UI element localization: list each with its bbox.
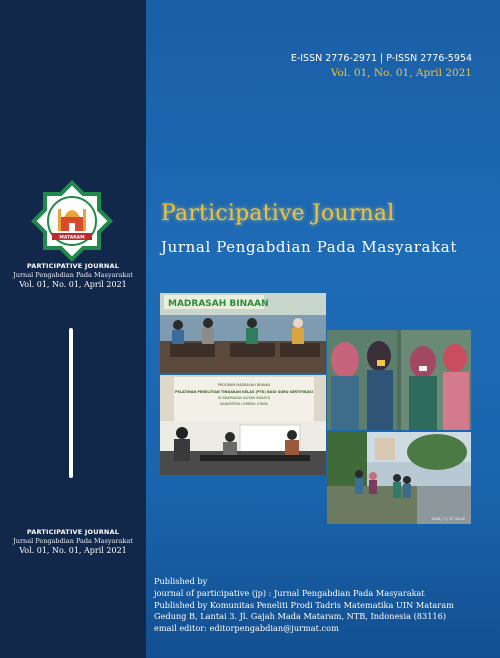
publisher-footer xyxy=(154,576,454,635)
journal-title: Participative Journal xyxy=(161,201,395,226)
banner-text: MADRASAH BINAAN xyxy=(168,299,269,309)
banner-caption-3: DI MADRASAH ALIYAH SWASTA xyxy=(217,396,271,400)
footer-publisher: Published by Komunitas Peneliti Prodi Tadris Matematika UIN Mataram xyxy=(154,599,454,610)
spine-volume: Vol. 01, No. 01, April 2021 xyxy=(19,546,127,555)
footer-published-by: Published by xyxy=(154,576,208,586)
issn-numbers: E-ISSN 2776-2971 | P-ISSN 2776-5954 xyxy=(290,53,472,64)
photo-training-banner xyxy=(160,375,326,475)
spine-title: PARTICIPATIVE JOURNAL xyxy=(26,528,120,536)
spine-title-block-bottom xyxy=(0,528,146,556)
issn-block xyxy=(291,52,472,81)
spine-title: PARTICIPATIVE JOURNAL xyxy=(26,262,120,270)
photo-timestamp: 2020 / 7 / 17 10:02 xyxy=(431,517,465,521)
logo-ribbon-text: MATARAM xyxy=(59,235,85,241)
spine-volume: Vol. 01, No. 01, April 2021 xyxy=(19,280,127,289)
banner-caption-4: KABUPATEN LOMBOK UTARA xyxy=(220,402,268,406)
spine-title-block-top xyxy=(0,262,146,290)
cover-spine xyxy=(0,0,146,658)
footer-address: Gedung B, Lantai 3. Jl. Gajah Mada Mataram, NTB, Indonesia (83116) xyxy=(154,611,447,622)
footer-journal-name: journal of participative (jp) : Jurnal Pengabdian Pada Masyarakat xyxy=(154,587,425,598)
photo-street-outreach xyxy=(327,432,471,524)
university-logo xyxy=(29,178,115,264)
spine-subtitle: Jurnal Pengabdian Pada Masyarakat xyxy=(13,537,133,545)
spine-divider xyxy=(69,328,73,478)
university-logo-icon xyxy=(29,178,115,264)
footer-email: email editor: editorpengabdian@jurmat.com xyxy=(154,623,339,634)
issue-volume: Vol. 01, No. 01, April 2021 xyxy=(330,67,472,79)
journal-subtitle: Jurnal Pengabdian Pada Masyarakat xyxy=(161,238,457,256)
photo-madrasah-seminar xyxy=(160,293,326,373)
banner-caption-2: PELATIHAN PENELITIAN TINDAKAN KELAS (PTK) BAGI GURU SERTIFIKASI xyxy=(175,390,313,394)
banner-caption-1: PROGRAM MADRASAH BINAAN xyxy=(218,383,270,387)
spine-subtitle: Jurnal Pengabdian Pada Masyarakat xyxy=(13,271,133,279)
photo-women-group xyxy=(327,330,471,430)
